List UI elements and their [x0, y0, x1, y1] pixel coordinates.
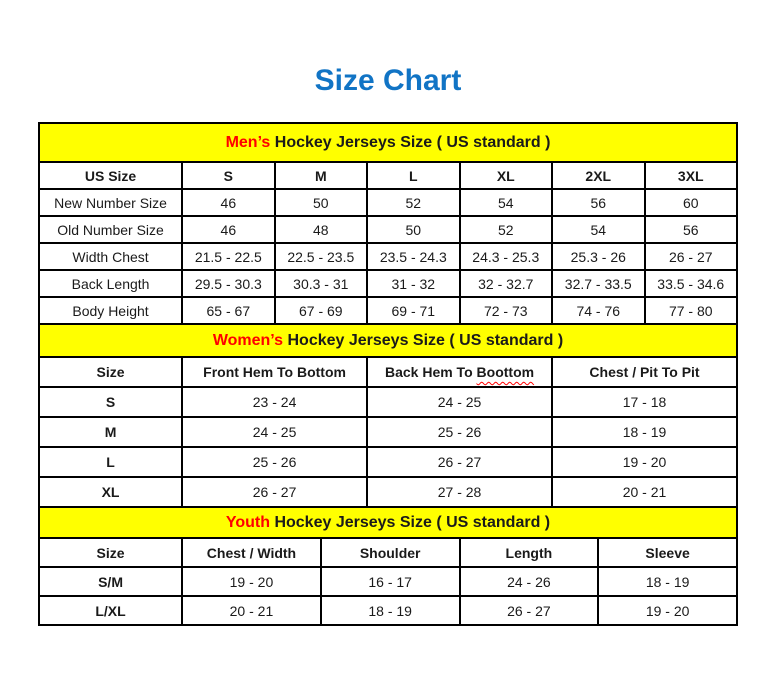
table-row — [39, 477, 737, 507]
value-cell: 74 - 76 — [552, 297, 644, 324]
value-cell: 25.3 - 26 — [552, 243, 644, 270]
womens-header-row — [39, 357, 737, 387]
column-header: Size — [39, 538, 182, 567]
column-header: L — [367, 162, 459, 189]
row-label: S/M — [39, 567, 182, 596]
mens-size-table — [38, 122, 738, 325]
row-label: Body Height — [39, 297, 182, 324]
value-cell: 50 — [275, 189, 367, 216]
column-header: XL — [460, 162, 552, 189]
mens-header-row — [39, 162, 737, 189]
misspelled-word: Boottom — [476, 364, 535, 380]
row-label: New Number Size — [39, 189, 182, 216]
table-row — [39, 567, 737, 596]
value-cell: 30.3 - 31 — [275, 270, 367, 297]
value-cell: 26 - 27 — [182, 477, 367, 507]
value-cell: 16 - 17 — [321, 567, 460, 596]
value-cell: 50 — [367, 216, 459, 243]
table-row — [39, 243, 737, 270]
table-row — [39, 297, 737, 324]
table-row — [39, 270, 737, 297]
value-cell: 24 - 26 — [460, 567, 599, 596]
row-label: M — [39, 417, 182, 447]
column-header: M — [275, 162, 367, 189]
table-row — [39, 189, 737, 216]
value-cell: 52 — [367, 189, 459, 216]
value-cell: 65 - 67 — [182, 297, 274, 324]
column-header — [367, 357, 552, 387]
value-cell: 23 - 24 — [182, 387, 367, 417]
value-cell: 26 - 27 — [367, 447, 552, 477]
row-label: Width Chest — [39, 243, 182, 270]
value-cell: 56 — [645, 216, 738, 243]
womens-size-table — [38, 323, 738, 508]
value-cell: 22.5 - 23.5 — [275, 243, 367, 270]
value-cell: 21.5 - 22.5 — [182, 243, 274, 270]
value-cell: 77 - 80 — [645, 297, 738, 324]
mens-section-title-highlight: Men’s — [225, 133, 271, 151]
value-cell: 60 — [645, 189, 738, 216]
value-cell: 54 — [552, 216, 644, 243]
womens-section-title-rest: Hockey Jerseys Size ( US standard ) — [283, 331, 564, 349]
value-cell: 52 — [460, 216, 552, 243]
value-cell: 33.5 - 34.6 — [645, 270, 738, 297]
row-label: XL — [39, 477, 182, 507]
youth-section-title-rest: Hockey Jerseys Size ( US standard ) — [270, 513, 551, 531]
table-row — [39, 216, 737, 243]
value-cell: 18 - 19 — [552, 417, 737, 447]
row-label: Back Length — [39, 270, 182, 297]
youth-header-row — [39, 538, 737, 567]
row-label: Old Number Size — [39, 216, 182, 243]
youth-size-table — [38, 506, 738, 626]
table-row — [39, 596, 737, 625]
mens-section-band — [39, 123, 737, 162]
value-cell: 24.3 - 25.3 — [460, 243, 552, 270]
youth-section-band-row — [39, 507, 737, 538]
column-header: Length — [460, 538, 599, 567]
row-label: S — [39, 387, 182, 417]
column-header: Chest / Width — [182, 538, 321, 567]
mens-section-band-row — [39, 123, 737, 162]
value-cell: 19 - 20 — [598, 596, 737, 625]
value-cell: 32 - 32.7 — [460, 270, 552, 297]
value-cell: 19 - 20 — [182, 567, 321, 596]
table-row — [39, 417, 737, 447]
value-cell: 18 - 19 — [598, 567, 737, 596]
value-cell: 67 - 69 — [275, 297, 367, 324]
column-header: Shoulder — [321, 538, 460, 567]
column-header-text: Back Hem To — [384, 364, 473, 380]
value-cell: 27 - 28 — [367, 477, 552, 507]
value-cell: 31 - 32 — [367, 270, 459, 297]
value-cell: 24 - 25 — [182, 417, 367, 447]
youth-section-title-highlight: Youth — [225, 513, 270, 531]
value-cell: 29.5 - 30.3 — [182, 270, 274, 297]
column-header: Sleeve — [598, 538, 737, 567]
value-cell: 26 - 27 — [645, 243, 738, 270]
value-cell: 54 — [460, 189, 552, 216]
womens-section-band — [39, 324, 737, 357]
mens-section-title-rest: Hockey Jerseys Size ( US standard ) — [270, 133, 551, 151]
value-cell: 25 - 26 — [367, 417, 552, 447]
value-cell: 20 - 21 — [552, 477, 737, 507]
row-label: L — [39, 447, 182, 477]
value-cell: 69 - 71 — [367, 297, 459, 324]
column-header: 3XL — [645, 162, 738, 189]
value-cell: 32.7 - 33.5 — [552, 270, 644, 297]
value-cell: 46 — [182, 216, 274, 243]
table-row — [39, 447, 737, 477]
table-row — [39, 387, 737, 417]
column-header: Chest / Pit To Pit — [552, 357, 737, 387]
value-cell: 20 - 21 — [182, 596, 321, 625]
value-cell: 19 - 20 — [552, 447, 737, 477]
value-cell: 17 - 18 — [552, 387, 737, 417]
value-cell: 72 - 73 — [460, 297, 552, 324]
column-header: Size — [39, 357, 182, 387]
column-header: Front Hem To Bottom — [182, 357, 367, 387]
value-cell: 56 — [552, 189, 644, 216]
value-cell: 48 — [275, 216, 367, 243]
value-cell: 24 - 25 — [367, 387, 552, 417]
size-tables-container — [38, 122, 738, 626]
column-header: 2XL — [552, 162, 644, 189]
row-label: L/XL — [39, 596, 182, 625]
value-cell: 23.5 - 24.3 — [367, 243, 459, 270]
youth-section-band — [39, 507, 737, 538]
column-header: S — [182, 162, 274, 189]
womens-section-title-highlight: Women’s — [212, 331, 284, 349]
value-cell: 18 - 19 — [321, 596, 460, 625]
value-cell: 26 - 27 — [460, 596, 599, 625]
value-cell: 25 - 26 — [182, 447, 367, 477]
column-header: US Size — [39, 162, 182, 189]
womens-section-band-row — [39, 324, 737, 357]
page-title: Size Chart — [314, 64, 462, 97]
value-cell: 46 — [182, 189, 274, 216]
